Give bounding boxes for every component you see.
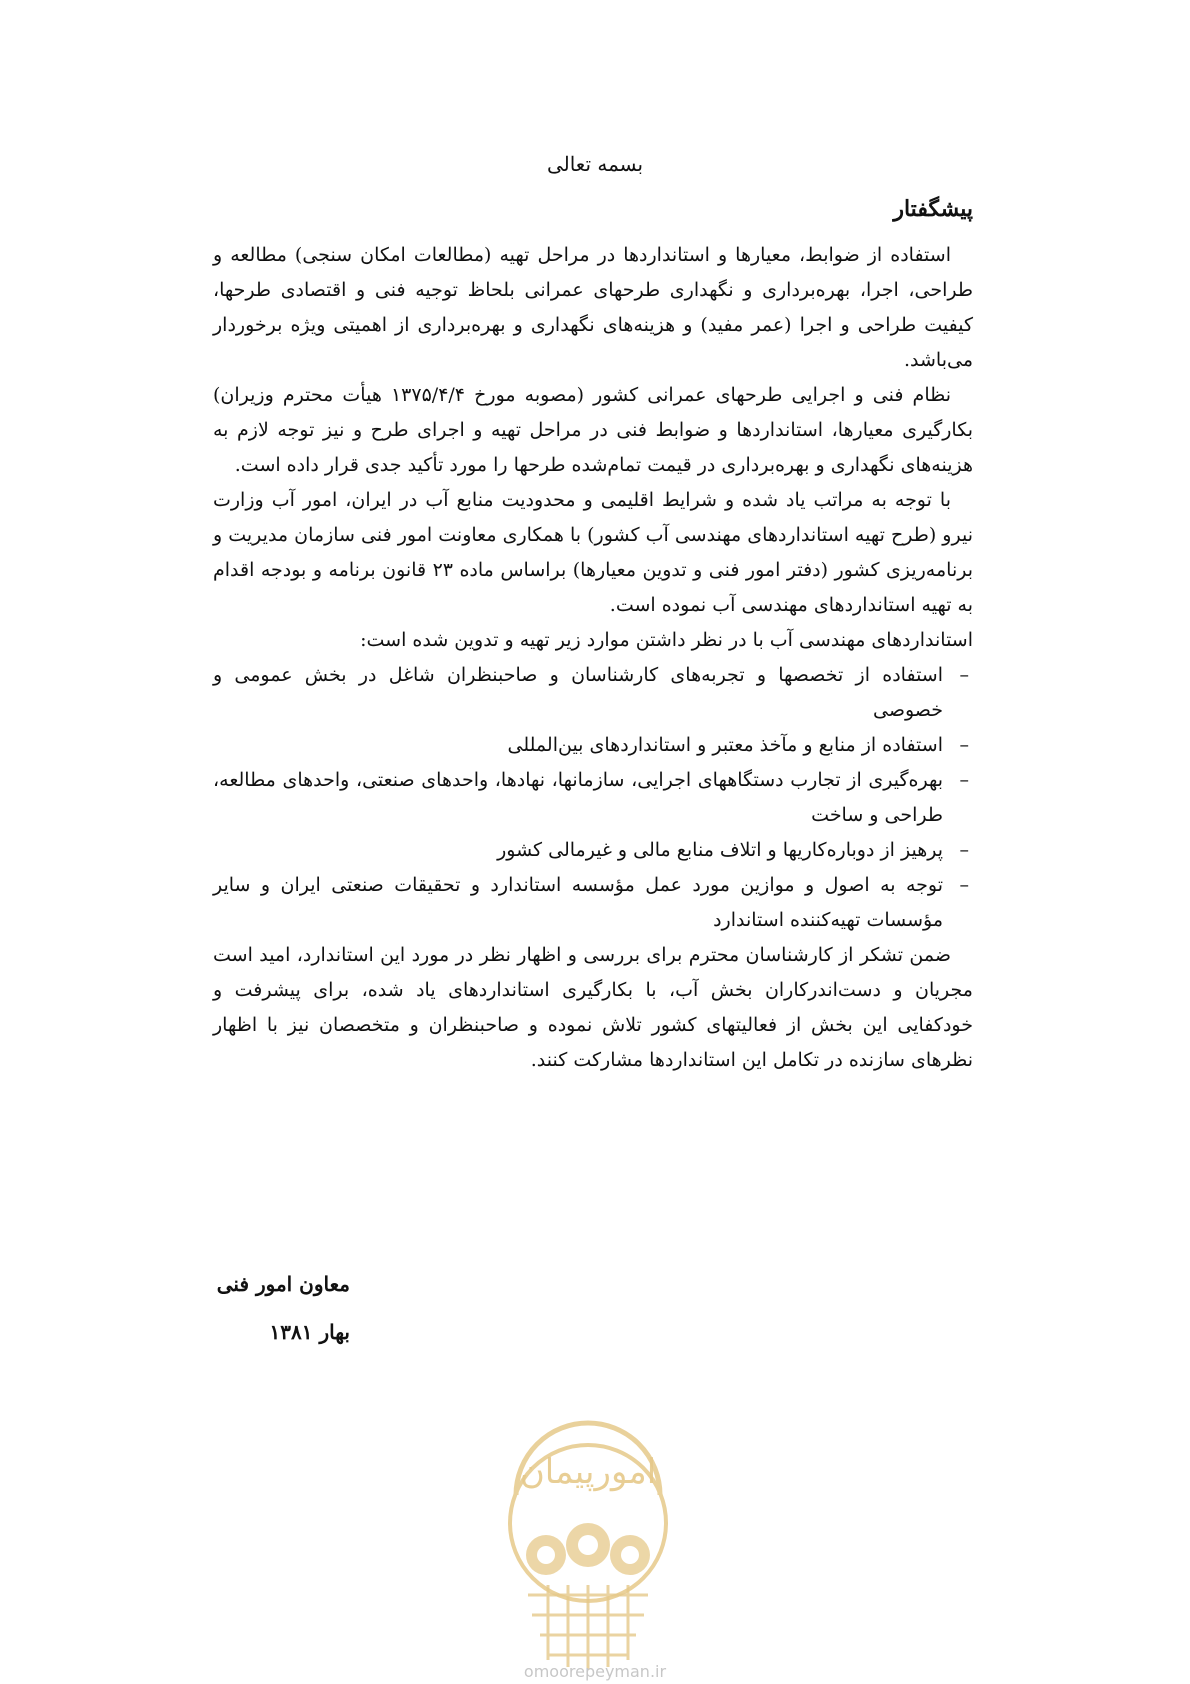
page-title: پیشگفتار [893, 196, 973, 222]
list-item [213, 658, 973, 728]
list-item [213, 868, 973, 938]
list-item [213, 833, 973, 868]
watermark-url: omoorepeyman.ir [523, 1662, 667, 1681]
paragraph-3: با توجه به مراتب یاد شده و شرایط اقلیمی و محدودیت منابع آب در ایران، امور آب وزارت نیرو (طرح تهیه استانداردهای مهندسی آب کشور) با همکاری معاونت امور فنی سازمان مدیریت و برنامه‌ریزی کشور (دفتر امور فنی و تدوین معیارها) براساس ماده ۲۳ قانون برنامه و بودجه اقدام به تهیه استانداردهای مهندسی آب نموده است. [213, 489, 973, 616]
list-item-text: پرهیز از دوباره‌کاریها و اتلاف منابع مالی و غیرمالی کشور [497, 839, 943, 861]
bullet-dash: – [959, 874, 969, 896]
paragraph-1: استفاده از ضوابط، معیارها و استانداردها در مراحل تهیه (مطالعات امکان سنجی) مطالعه و طراحی، اجرا، بهره‌برداری و نگهداری طرحهای عمرانی بلحاظ توجیه فنی و اقتصادی طرحها، کیفیت طراحی و اجرا (عمر مفید) و هزینه‌های نگهداری و بهره‌برداری از اهمیتی ویژه برخوردار می‌باشد. [213, 244, 973, 371]
criteria-list [213, 658, 973, 938]
list-item [213, 728, 973, 763]
page-header: بسمه تعالی [546, 152, 644, 176]
signature-office: معاون امور فنی [216, 1272, 350, 1296]
signature-date: بهار ۱۳۸۱ [269, 1320, 350, 1344]
document-body [213, 238, 973, 1078]
watermark-logo-text: امورپیمان [519, 1452, 657, 1492]
bullet-dash: – [959, 769, 969, 791]
list-item [213, 763, 973, 833]
bullet-dash: – [959, 734, 969, 756]
bullet-dash: – [959, 839, 969, 861]
watermark-seal-logo [488, 1405, 688, 1675]
signature-block [0, 1272, 350, 1368]
list-item-text: استفاده از منابع و مآخذ معتبر و استانداردهای بین‌المللی [507, 734, 943, 756]
list-item-text: بهره‌گیری از تجارب دستگاههای اجرایی، سازمانها، نهادها، واحدهای صنعتی، واحدهای مطالعه، طراحی و ساخت [213, 769, 943, 826]
list-item-text: توجه به اصول و موازین مورد عمل مؤسسه استاندارد و تحقیقات صنعتی ایران و سایر مؤسسات تهیه‌کننده استاندارد [213, 874, 943, 931]
list-intro: استانداردهای مهندسی آب با در نظر داشتن موارد زیر تهیه و تدوین شده است: [360, 629, 973, 651]
closing-paragraph: ضمن تشکر از کارشناسان محترم برای بررسی و اظهار نظر در مورد این استاندارد، امید است مجریان و دست‌اندرکاران بخش آب، با بکارگیری استانداردهای یاد شده، برای پیشرفت و خودکفایی این بخش از فعالیتهای کشور تلاش نموده و صاحبنظران و متخصصان نیز با اظهار نظرهای سازنده در تکامل این استانداردها مشارکت کنند. [213, 944, 973, 1071]
bullet-dash: – [959, 664, 969, 686]
paragraph-2: نظام فنی و اجرایی طرحهای عمرانی کشور (مصوبه مورخ ۱۳۷۵/۴/۴ هیأت محترم وزیران) بکارگیری معیارها، استانداردها و ضوابط فنی در مراحل تهیه و اجرای طرح و نیز توجه لازم به هزینه‌های نگهداری و بهره‌برداری در قیمت تمام‌شده طرحها را مورد تأکید جدی قرار داده است. [213, 384, 973, 476]
list-item-text: استفاده از تخصصها و تجربه‌های کارشناسان و صاحبنظران شاغل در بخش عمومی و خصوصی [213, 664, 943, 721]
